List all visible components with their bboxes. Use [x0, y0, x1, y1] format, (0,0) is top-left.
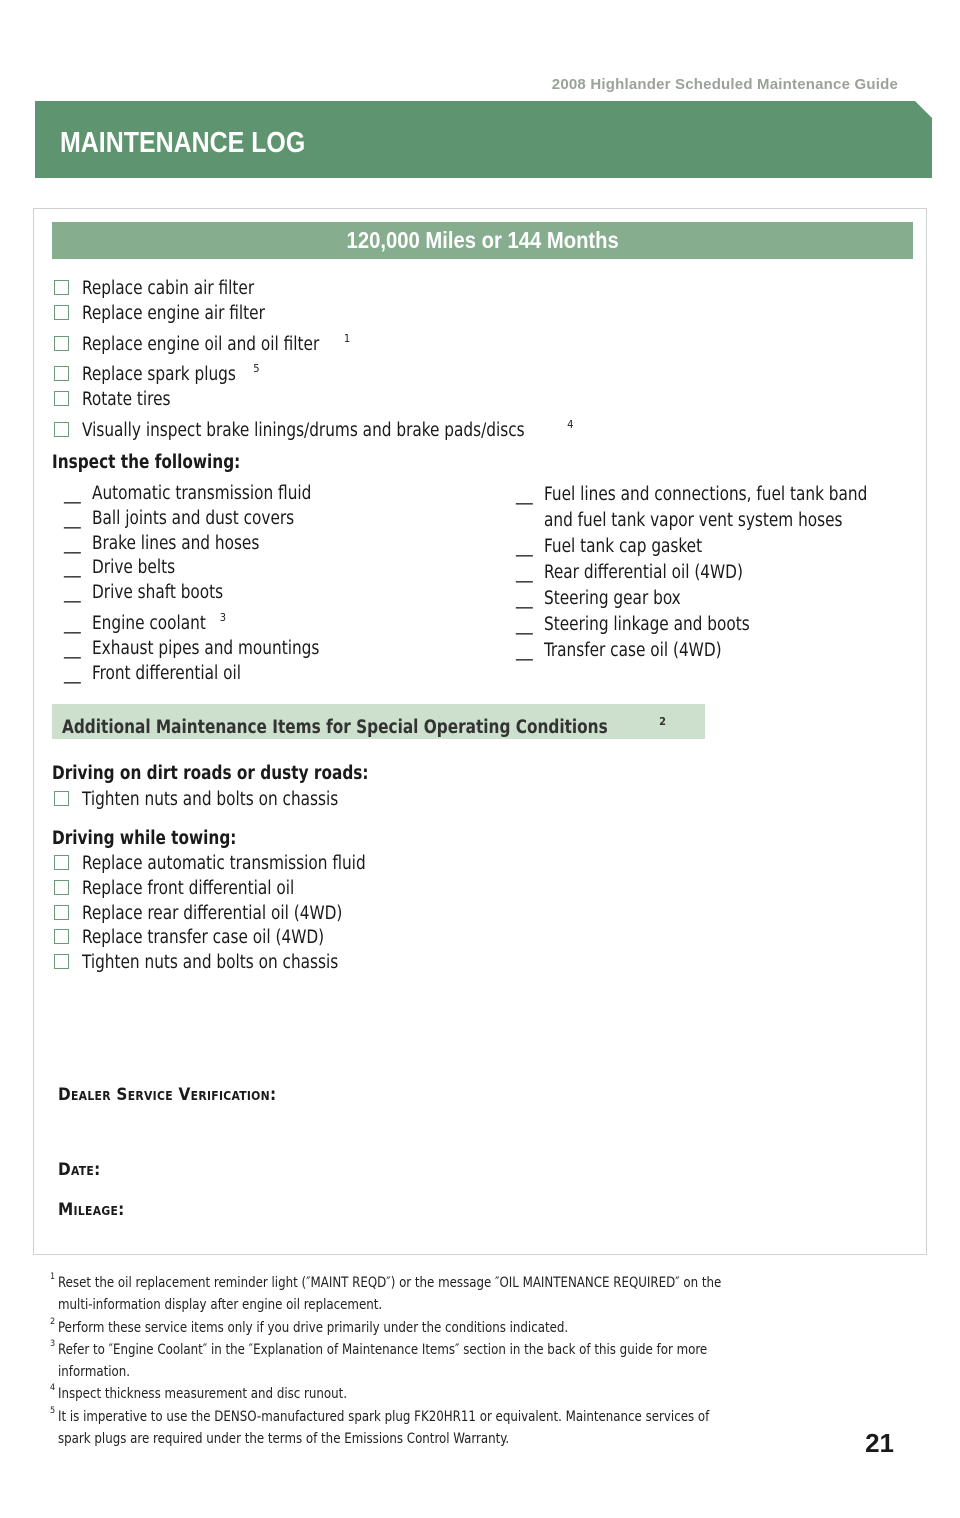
footnote: 4 Inspect thickness measurement and disc runout. [50, 1383, 348, 1403]
footnote-ref: 2 [659, 715, 667, 728]
inspect-item: Exhaust pipes and mountings [92, 637, 320, 659]
inspect-item: Transfer case oil (4WD) [544, 640, 722, 661]
inspect-item: Drive shaft boots [92, 582, 224, 604]
inspect-item: Drive belts [92, 557, 176, 579]
dealer-verification-label: Dealer Service Verification: [58, 1085, 277, 1105]
service-checklist [52, 277, 573, 444]
inspect-item: Ball joints and dust covers [92, 507, 295, 529]
footnote: 2 Perform these service items only if you drive primarily under the conditions indicated. [50, 1316, 569, 1336]
footnote: 1 Reset the oil replacement reminder light (″MAINT REQD″) or the message ″OIL MAINTENANCE REQUIRED″ on the [50, 1272, 722, 1291]
dirt-roads-list [52, 788, 361, 813]
inspect-item: Automatic transmission fluid [92, 483, 312, 504]
footnotes [50, 1272, 880, 1450]
towing-heading: Driving while towing: [52, 828, 237, 849]
checkbox[interactable] [54, 391, 69, 406]
guide-title: 2008 Highlander Scheduled Maintenance Guide [551, 76, 898, 93]
inspect-item: Fuel lines and connections, fuel tank band [544, 484, 868, 505]
checklist-item: Replace automatic transmission fluid [52, 852, 390, 877]
checklist-item: Rotate tires [52, 388, 573, 413]
checkbox[interactable] [54, 791, 69, 806]
checkbox[interactable] [54, 422, 69, 437]
footnote: multi-information display after engine oil replacement. [58, 1297, 383, 1314]
inspect-item: Rear differential oil (4WD) [544, 562, 743, 583]
checkbox[interactable] [54, 905, 69, 920]
checklist-item: Replace spark plugs $^5$ [52, 357, 573, 388]
special-conditions-title: Additional Maintenance Items for Special Operating Conditions [62, 717, 608, 738]
interval-title: 120,000 Miles or 144 Months [346, 227, 619, 253]
checkbox[interactable] [54, 929, 69, 944]
footnote-ref: 3 [219, 610, 227, 624]
inspect-item: Engine coolant [92, 612, 206, 634]
mileage-label: Mileage: [58, 1200, 125, 1220]
inspect-item: Fuel tank cap gasket [544, 536, 703, 557]
footnote-ref: 1 [343, 331, 351, 345]
checklist-item: Replace transfer case oil (4WD) [52, 926, 390, 951]
checkbox[interactable] [54, 954, 69, 969]
footnote: 3 Refer to ″Engine Coolant″ in the ″Explanation of Maintenance Items″ section in the back of this guide for more [50, 1338, 708, 1358]
inspect-item: Front differential oil [92, 662, 242, 684]
inspect-item: Steering linkage and boots [544, 614, 750, 635]
footnote: 5 It is imperative to use the DENSO-manufactured spark plug FK20HR11 or equivalent. Maintenance services of [50, 1405, 710, 1425]
checklist-item: Tighten nuts and bolts on chassis [52, 788, 361, 813]
dirt-roads-heading: Driving on dirt roads or dusty roads: [52, 763, 369, 784]
checkbox[interactable] [54, 366, 69, 381]
footnote-ref: 4 [567, 417, 574, 431]
inspect-item: Steering gear box [544, 588, 681, 609]
checklist-item: Visually inspect brake linings/drums and brake pads/discs $^4$ [52, 413, 573, 444]
checkbox[interactable] [54, 305, 69, 320]
inspect-item-continuation: and fuel tank vapor vent system hoses [544, 510, 843, 531]
checklist-item: Replace cabin air filter [52, 277, 573, 302]
special-conditions-bar [52, 704, 705, 739]
checklist-item: Replace engine air filter [52, 302, 573, 327]
inspect-list-left: __ Automatic transmission fluid __ Ball joints and dust covers __ Brake lines and hoses __ Drive belts __ Drive shaft boots __ Engine coolant $^3$ __ Exhaust pipes and mountings __ Front differential oil [64, 482, 339, 686]
interval-title-bar [52, 222, 913, 259]
inspect-list-right: __ Fuel lines and connections, fuel tank band and fuel tank vapor vent system hoses __ Fuel tank cap gasket __ Rear differential oil (4WD) __ Steering gear box __ Steering linkage and boots __ Transfer case oil (4WD) [516, 482, 895, 664]
checkbox[interactable] [54, 855, 69, 870]
checkbox[interactable] [54, 336, 69, 351]
section-title: MAINTENANCE LOG [60, 127, 306, 159]
checklist-item: Replace engine oil and oil filter $^1$ [52, 327, 573, 358]
footnote-ref: 5 [253, 362, 260, 376]
footnote: spark plugs are required under the terms of the Emissions Control Warranty. [58, 1431, 510, 1448]
inspect-item: Brake lines and hoses [92, 532, 260, 554]
page-number: 21 [865, 1428, 894, 1458]
checkbox[interactable] [54, 880, 69, 895]
checkbox[interactable] [54, 280, 69, 295]
checklist-item: Replace front differential oil [52, 877, 390, 902]
checklist-item: Tighten nuts and bolts on chassis [52, 951, 390, 976]
inspect-heading: Inspect the following: [52, 452, 241, 473]
footnote: information. [58, 1364, 131, 1381]
date-label: Date: [58, 1160, 101, 1180]
checklist-item: Replace rear differential oil (4WD) [52, 902, 390, 927]
towing-list [52, 852, 390, 976]
